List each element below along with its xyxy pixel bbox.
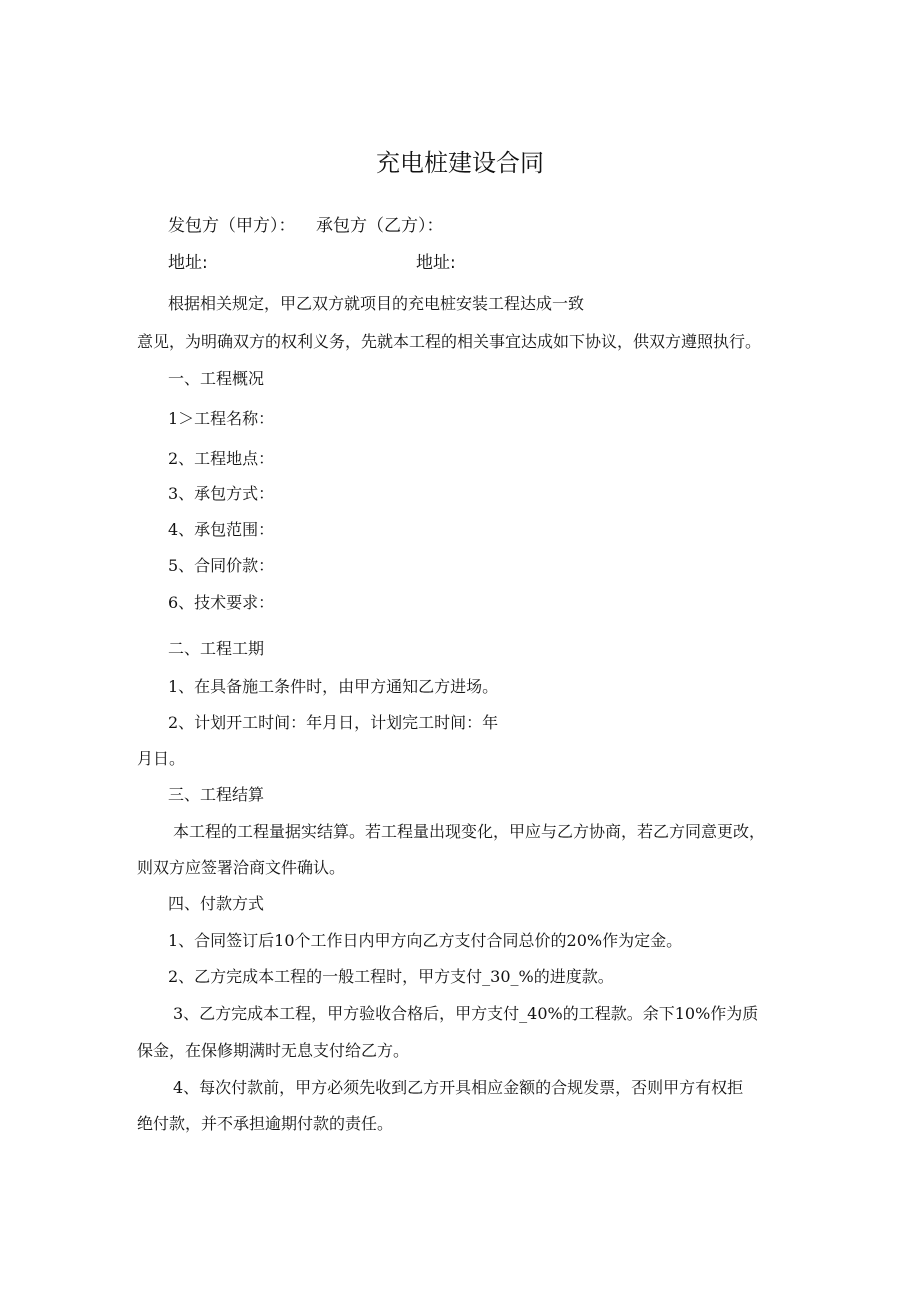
section-2-item-2-cont: 月日。 [137,749,186,768]
section-3-line-1: 本工程的工程量据实结算。若工程量出现变化，甲应与乙方协商，若乙方同意更改， [173,822,766,841]
section-1-item-3: 3、承包方式： [168,484,275,503]
section-4-line-6: 绝付款，并不承担逾期付款的责任。 [137,1114,394,1133]
section-1-item-1: 1＞工程名称： [168,409,275,428]
party-a-address: 地址: [168,253,208,273]
section-1-item-6: 6、技术要求： [168,593,275,612]
section-4-line-2: 2、乙方完成本工程的一般工程时，甲方支付_30_%的进度款。 [168,967,614,986]
section-4-line-1: 1、合同签订后10个工作日内甲方向乙方支付合同总价的20%作为定金。 [168,931,683,950]
section-2-item-1: 1、在具备施工条件时，由甲方通知乙方进场。 [168,677,499,696]
section-3-line-2: 则双方应签署洽商文件确认。 [137,858,346,877]
party-b-address: 地址: [416,253,456,273]
section-2-item-2: 2、计划开工时间：年月日，计划完工时间：年 [168,713,499,732]
section-4-line-4: 保金，在保修期满时无息支付给乙方。 [137,1041,410,1060]
intro-line-1: 根据相关规定，甲乙双方就项目的充电桩安装工程达成一致 [168,294,585,313]
section-4-heading: 四、付款方式 [168,894,265,913]
party-b-label: 承包方（乙方）： [316,216,444,236]
section-1-item-2: 2、工程地点： [168,449,275,468]
section-4-line-3: 3、乙方完成本工程，甲方验收合格后，甲方支付_40%的工程款。余下10%作为质 [173,1004,759,1023]
section-2-heading: 二、工程工期 [168,639,265,658]
section-4-line-5: 4、每次付款前，甲方必须先收到乙方开具相应金额的合规发票，否则甲方有权拒 [173,1078,744,1097]
section-1-heading: 一、工程概况 [168,369,265,388]
document-title: 充电桩建设合同 [376,149,544,177]
section-1-item-5: 5、合同价款： [168,556,275,575]
section-3-heading: 三、工程结算 [168,785,265,804]
intro-line-2: 意见，为明确双方的权利义务，先就本工程的相关事宜达成如下协议，供双方遵照执行。 [137,332,762,351]
party-a-label: 发包方（甲方）： [168,216,296,236]
section-1-item-4: 4、承包范围： [168,520,275,539]
